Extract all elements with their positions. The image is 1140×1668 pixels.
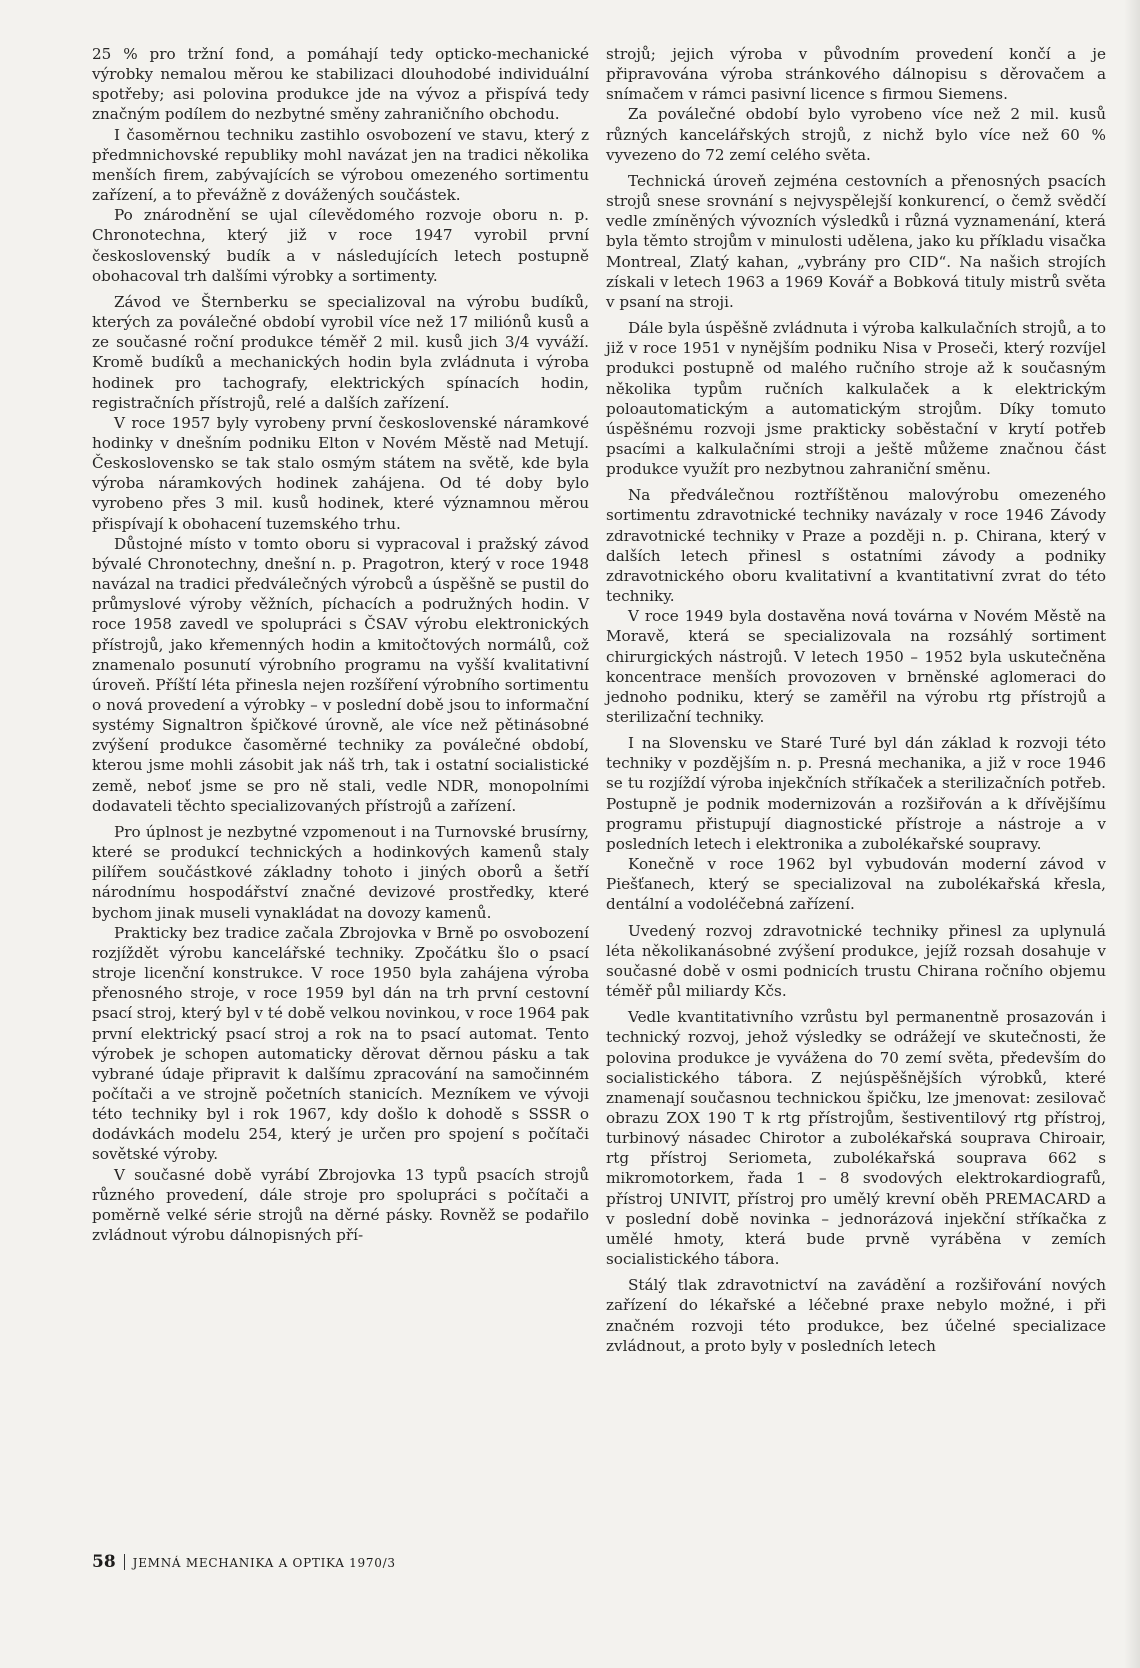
journal-title: JEMNÁ MECHANIKA A OPTIKA 1970/3 [132,1556,396,1570]
paragraph: Prakticky bez tradice začala Zbrojovka v Brně po osvobození rozjíždět výrobu kancelářské techniky. Zpočátku šlo o psací stroje licenční konstrukce. V roce 1950 byla zahájena výroba přenosného stroje, v roce 1959 byl dán na trh první cestovní psací stroj, který byl v té době velkou novinkou, v roce 1964 pak první elektrický psací stroj a rok na to psací automat. Tento výrobek je schopen automaticky děrovat děrnou pásku a tak vybrané údaje připravit k dalšímu zpracování na samočinném počítači a ve strojně početních stanicích. Mezníkem ve vývoji této techniky byl i rok 1967, kdy došlo k dohodě s SSSR o dodávkách modelu 254, který je určen pro spojení s počítači sovětské výroby. [92,923,590,1164]
page-footer [92,1552,396,1572]
paragraph: Po znárodnění se ujal cílevědomého rozvoje oboru n. p. Chronotechna, který již v roce 1947 vyrobil první československý budík a v následujících letech postupně obohacoval trh dalšími výrobky a sortimenty. [92,206,589,285]
paragraph: Stálý tlak zdravotnictví na zavádění a rozšiřování nových zařízení do lékařské a léčebné praxe nebylo možné, i při značném rozvoji této produkce, bez účelné specializace zvládnout, a proto byly v posledních letech [606,1276,1106,1355]
paragraph: Závod ve Šternberku se specializoval na výrobu budíků, kterých za poválečné období vyrobil více než 17 miliónů kusů a ze současné roční produkce téměř 2 mil. kusů jich 3/4 vyváží. Kromě budíků a mechanických hodin byla zvládnuta i výroba hodinek pro tachografy, elektrických spínacích hodin, registračních přístrojů, relé a dalších zařízení. [92,292,589,412]
paragraph: V roce 1957 byly vyrobeny první československé náramkové hodinky v dnešním podniku Elton v Novém Městě nad Metují. Československo se tak stalo osmým státem na světě, kde byla výroba náramkových hodinek zahájena. Od té doby bylo vyrobeno přes 3 mil. kusů hodinek, které významnou měrou přispívají k obohacení tuzemského trhu. [92,413,589,533]
footer-divider [124,1554,125,1570]
paragraph: Konečně v roce 1962 byl vybudován moderní závod v Piešťanech, který se specializoval na zubolékařská křesla, dentální a vodoléčebná zařízení. [606,855,1106,914]
paragraph: strojů; jejich výroba v původním provedení končí a je připravována výroba stránkového dálnopisu s děrovačem a snímačem v rámci pasivní licence s firmou Siemens. [606,45,1106,104]
paragraph: Dále byla úspěšně zvládnuta i výroba kalkulačních strojů, a to již v roce 1951 v nynějším podniku Nisa v Proseči, který rozvíjel produkci postupně od malého ručního stroje až k současným několika typům ručních kalkulaček a k elektrickým poloautomatickým a automatickým strojům. Díky tomuto úspěšnému rozvoji jsme prakticky soběstační v krytí potřeb psacími a kalkulačními stroji a ještě můžeme značnou část produkce využít pro nezbytnou zahraniční směnu. [606,319,1106,479]
paragraph: Vedle kvantitativního vzrůstu byl permanentně prosazován i technický rozvoj, jehož výsledky se odrážejí ve skutečnosti, že polovina produkce je vyvážena do 70 zemí světa, především do socialistického tábora. Z nejúspěšnějších výrobků, které znamenají současnou technickou špičku, lze jmenovat: zesilovač obrazu ZOX 190 T k rtg přístrojům, šestiventilový rtg přístroj, turbinový násadec Chirotor a zubolékařská souprava Chiroair, rtg přístroj Seriometa, zubolékařská souprava 662 s mikromotorkem, řada 1 – 8 svodových elektrokardiografů, přístroj UNIVIT, přístroj pro umělý krevní oběh PREMACARD a v poslední době novinka – jednorázová injekční stříkačka z umělé hmoty, která bude prvně vyráběna v zemích socialistického tábora. [606,1008,1106,1269]
paragraph: V roce 1949 byla dostavěna nová továrna v Novém Městě na Moravě, která se specializovala na rozsáhlý sortiment chirurgických nástrojů. V letech 1950 – 1952 byla uskutečněna koncentrace menších provozoven v brněnské aglomeraci do jednoho podniku, který se zaměřil na výrobu rtg přístrojů a sterilizační techniky. [606,607,1106,726]
paragraph: I časoměrnou techniku zastihlo osvobození ve stavu, který z předmnichovské republiky mohl navázat jen na tradici několika menších firem, zabývajících se výrobou omezeného sortimentu zařízení, a to převážně z dovážených součástek. [92,125,589,205]
page-edge-shadow [1124,0,1140,1668]
paragraph: Na předválečnou roztříštěnou malovýrobu omezeného sortimentu zdravotnické techniky navázaly v roce 1946 Závody zdravotnické techniky v Praze a později n. p. Chirana, který v dalších letech přinesl s ostatními závody a podniky zdravotnického oboru kvalitativní a kvantitativní zvrat do této techniky. [606,486,1106,606]
paragraph: Důstojné místo v tomto oboru si vypracoval i pražský závod bývalé Chronotechny, dnešní n. p. Pragotron, který v roce 1948 navázal na tradici předválečných výrobců a úspěšně se pustil do průmyslové výroby věžních, píchacích a podružných hodin. V roce 1958 zavedl ve spolupráci s ČSAV výrobu elektronických přístrojů, jako křemenných hodin a kmitočtových normálů, což znamenalo posunutí výrobního programu na vyšší kvalitativní úroveň. Příští léta přinesla nejen rozšíření výrobního sortimentu o nová provedení a výrobky – v poslední době jsou to informační systémy Signaltron špičkové úrovně, ale více než pětinásobné zvýšení produkce časoměrné techniky za poválečné období, kterou jsme mohli zásobit jak náš trh, tak i ostatní socialistické země, neboť jsme se pro ně stali, vedle NDR, monopolními dodavateli těchto specializovaných přístrojů a zařízení. [92,534,589,815]
paragraph: Technická úroveň zejména cestovních a přenosných psacích strojů snese srovnání s nejvyspělejší konkurencí, o čemž svědčí vedle zmíněných vývozních výsledků i různá vyznamenání, která byla těmto strojům v minulosti udělena, jako ku příkladu visačka Montreal, Zlatý kahan, „vybrány pro CID“. Na našich strojích získali v letech 1963 a 1969 Kovář a Bobková tituly mistrů světa v psaní na stroji. [606,171,1106,311]
left-column [92,44,589,1245]
paragraph: Pro úplnost je nezbytné vzpomenout i na Turnovské brusírny, které se produkcí technických a hodinkových kamenů staly pilířem součástkové základny tohoto i jiných oborů a šetří národnímu hospodářství značné devizové prostředky, které bychom jinak museli vynakládat na dovozy kamenů. [92,822,589,922]
paragraph: V současné době vyrábí Zbrojovka 13 typů psacích strojů různého provedení, dále stroje pro spolupráci s počítači a poměrně velké série strojů na děrné pásky. Rovněž se podařilo zvládnout výrobu dálnopisných pří- [92,1165,589,1245]
right-column [606,44,1106,1356]
paragraph: I na Slovensku ve Staré Turé byl dán základ k rozvoji této techniky v pozdějším n. p. Presná mechanika, a již v roce 1946 se tu rozjíždí výroba injekčních stříkaček a sterilizačních potřeb. Postupně je podnik modernizován a rozšiřován a k dřívějšímu programu přistupují diagnostické přístroje a nástroje a v posledních letech i elektronika a zubolékařské soupravy. [606,734,1106,853]
paragraph: 25 % pro tržní fond, a pomáhají tedy opticko-mechanické výrobky nemalou měrou ke stabilizaci dlouhodobé individuální spotřeby; asi polovina produkce jde na vývoz a přispívá tedy značným podílem do nezbytné směny zahraničního obchodu. [92,45,589,124]
page-number: 58 [92,1552,116,1572]
paragraph: Uvedený rozvoj zdravotnické techniky přinesl za uplynulá léta několikanásobné zvýšení produkce, jejíž rozsah dosahuje v současné době v osmi podnicích trustu Chirana ročního objemu téměř půl miliardy Kčs. [606,921,1106,1001]
paragraph: Za poválečné období bylo vyrobeno více než 2 mil. kusů různých kancelářských strojů, z nichž bylo více než 60 % vyvezeno do 72 zemí celého světa. [606,105,1106,164]
